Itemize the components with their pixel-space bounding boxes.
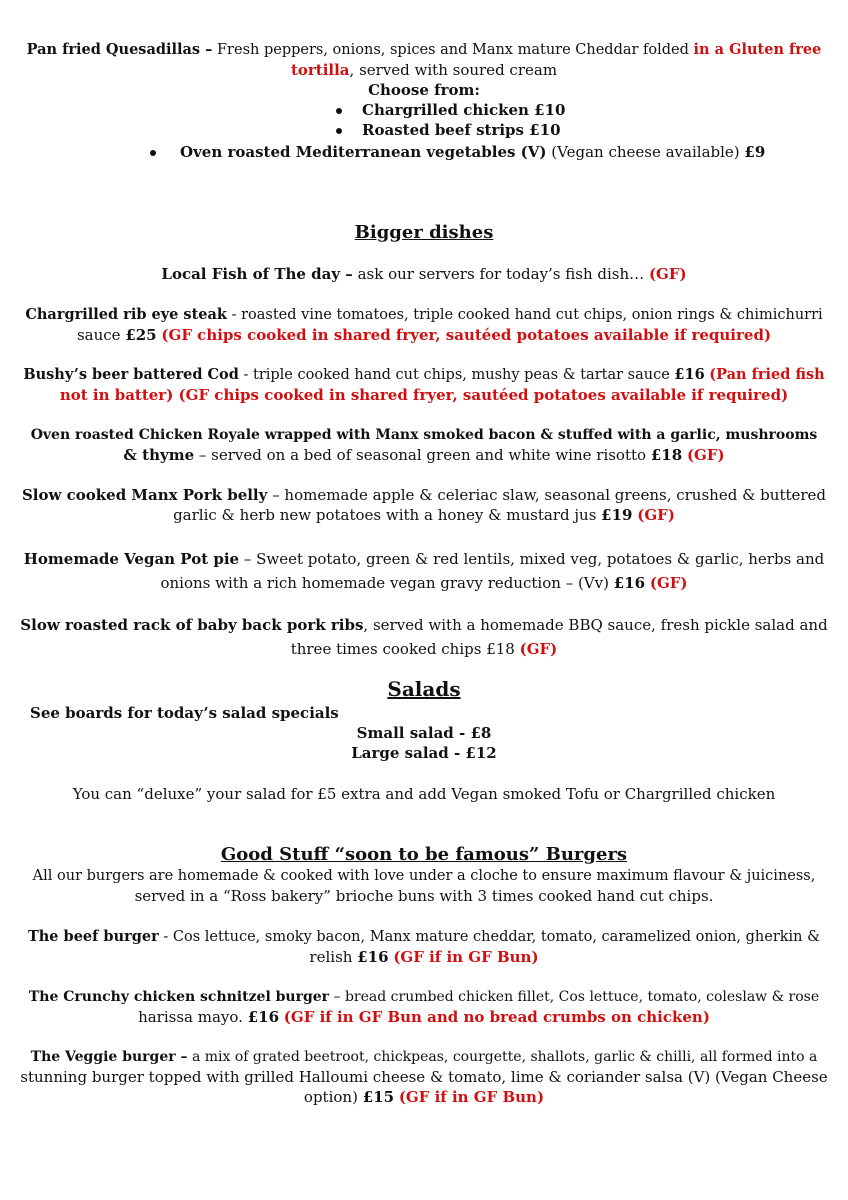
option-chicken [336, 100, 565, 120]
salad-deluxe-text: You can “deluxe” your salad for £5 extra and add Vegan smoked Tofu or Chargrilled chicken [72, 785, 776, 803]
pork-desc: – homemade apple & celeriac slaw, seasonal greens, crushed & buttered [272, 486, 827, 504]
veggie-burger-desc-2: stunning burger topped with grilled Halloumi cheese & tomato, lime & coriander salsa (V) (Vegan Cheese [20, 1068, 828, 1086]
option-veg-note: (Vegan cheese available) [551, 143, 740, 161]
quesadillas-name: Pan fried Quesadillas – [26, 41, 213, 58]
vegan-pie-price: £16 [613, 574, 646, 592]
schnitzel-burger-price: £16 [247, 1008, 280, 1026]
chicken-gf: (GF) [686, 446, 725, 464]
schnitzel-burger-gf: (GF if in GF Bun and no bread crumbs on chicken) [283, 1008, 710, 1026]
steak-price: £25 [125, 326, 157, 344]
pork-desc-2: garlic & herb new potatoes with a honey & mustard jus [173, 506, 597, 524]
bullet-icon [150, 150, 156, 156]
cod-gf-2: not in batter) (GF chips cooked in shared fryer, sautéed potatoes available if required) [59, 386, 789, 404]
veggie-burger-name: The Veggie burger – [30, 1049, 188, 1065]
beef-burger-name: The beef burger [27, 928, 159, 945]
large-salad: Large salad - £12 [351, 744, 497, 762]
vegan-pie-name: Homemade Vegan Pot pie [23, 550, 240, 568]
quesadillas-gf-note: in a Gluten free [693, 41, 822, 58]
fish-desc: ask our servers for today’s fish dish… [357, 265, 645, 283]
veggie-burger-price: £15 [362, 1088, 395, 1106]
steak-sauce: sauce [76, 326, 121, 344]
ribs-desc: , served with a homemade BBQ sauce, fresh pickle salad and [363, 616, 828, 634]
beef-burger-relish: relish [309, 948, 353, 966]
ribs-gf: (GF) [519, 640, 558, 658]
schnitzel-burger-mayo: harissa mayo. [138, 1008, 243, 1026]
quesadillas-choose [20, 80, 828, 100]
ribs-desc-2: three times cooked chips £18 [290, 640, 515, 658]
beef-burger-desc: - Cos lettuce, smoky bacon, Manx mature cheddar, tomato, caramelized onion, gherkin & [163, 929, 821, 945]
salad-boards-note: See boards for today’s salad specials [30, 704, 339, 722]
option-beef [336, 120, 561, 140]
beef-burger-price: £16 [357, 948, 389, 966]
schnitzel-burger-desc: – bread crumbed chicken fillet, Cos lettuce, tomato, coleslaw & rose [333, 989, 820, 1005]
ribs-name: Slow roasted rack of baby back pork ribs [20, 616, 364, 634]
bigger-dishes-heading: Bigger dishes [354, 222, 494, 243]
chicken-price: £18 [650, 446, 683, 464]
schnitzel-burger-name: The Crunchy chicken schnitzel burger [28, 989, 330, 1005]
fish-gf: (GF) [648, 265, 687, 283]
small-salad: Small salad - £8 [356, 724, 492, 742]
veggie-burger-gf: (GF if in GF Bun) [398, 1088, 545, 1106]
quesadillas-desc: Fresh peppers, onions, spices and Manx mature Cheddar folded [217, 42, 689, 58]
steak-desc: - roasted vine tomatoes, triple cooked hand cut chips, onion rings & chimichurri [231, 307, 823, 323]
vegan-pie-desc-2: onions with a rich homemade vegan gravy reduction – (Vv) [160, 574, 609, 592]
quesadillas-line-2 [20, 60, 828, 80]
quesadillas-gf-tortilla: tortilla [290, 61, 350, 79]
beef-burger-gf: (GF if in GF Bun) [393, 948, 539, 966]
option-veg-label: Oven roasted Mediterranean vegetables (V) [180, 143, 547, 161]
vegan-pie-desc: – Sweet potato, green & red lentils, mixed veg, potatoes & garlic, herbs and [243, 550, 825, 568]
pork-gf: (GF) [637, 506, 675, 524]
choose-from-label: Choose from: [368, 81, 480, 99]
quesadillas-line-1 [20, 40, 828, 60]
veggie-burger-desc: a mix of grated beetroot, chickpeas, courgette, shallots, garlic & chilli, all formed into a [191, 1049, 818, 1065]
cod-gf-1: (Pan fried fish [709, 366, 825, 383]
bullet-icon [336, 128, 342, 134]
chicken-desc: – served on a bed of seasonal green and white wine risotto [198, 446, 647, 464]
bullet-icon [336, 108, 342, 114]
burgers-heading: Good Stuff “soon to be famous” Burgers [220, 844, 628, 865]
fish-name: Local Fish of The day – [161, 265, 353, 283]
quesadillas-served: , served with soured cream [349, 61, 558, 79]
burgers-intro-1: All our burgers are homemade & cooked with love under a cloche to ensure maximum flavour & juiciness, [32, 868, 816, 884]
option-beef-label: Roasted beef strips £10 [362, 121, 561, 139]
steak-name: Chargrilled rib eye steak [25, 306, 227, 323]
chicken-name: Oven roasted Chicken Royale wrapped with Manx smoked bacon & stuffed with a garlic, mushrooms [30, 427, 818, 443]
burgers-intro-2: served in a “Ross bakery” brioche buns with 3 times cooked hand cut chips. [134, 887, 714, 905]
veggie-burger-option: option) [303, 1088, 358, 1106]
steak-gf: (GF chips cooked in shared fryer, sautéed potatoes available if required) [161, 326, 772, 344]
chicken-name-2: & thyme [123, 446, 195, 464]
option-veg-price: £9 [744, 143, 766, 161]
pork-name: Slow cooked Manx Pork belly [21, 486, 268, 504]
vegan-pie-gf: (GF) [649, 574, 688, 592]
cod-price: £16 [674, 366, 705, 383]
cod-desc: - triple cooked hand cut chips, mushy peas & tartar sauce [243, 367, 670, 383]
cod-name: Bushy’s beer battered Cod [23, 366, 239, 383]
pork-price: £19 [601, 506, 633, 524]
option-veg [150, 142, 765, 162]
salads-heading: Salads [387, 677, 461, 701]
option-chicken-label: Chargrilled chicken £10 [362, 101, 566, 119]
